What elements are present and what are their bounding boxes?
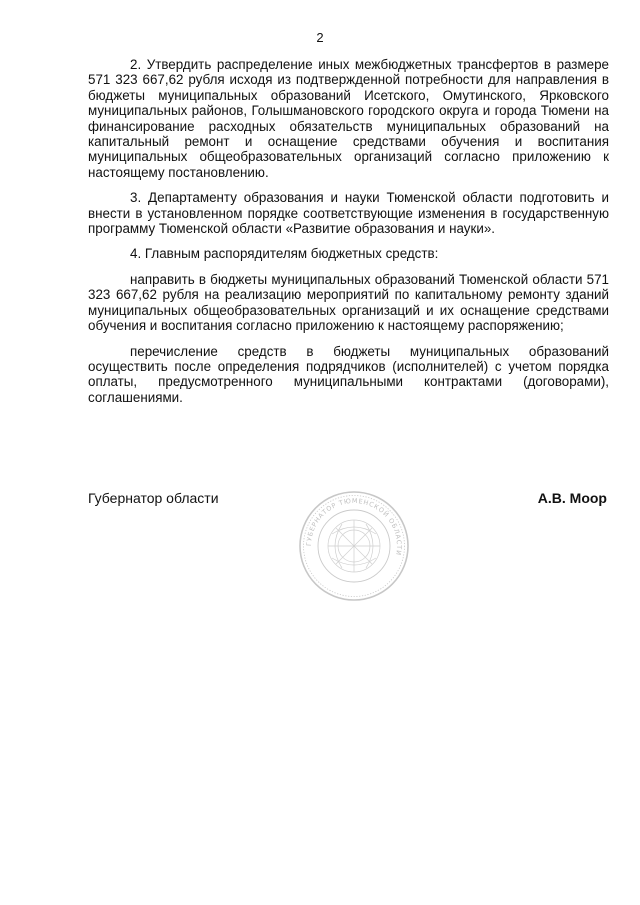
paragraph-2-distribution: 2. Утвердить распределение иных межбюджетных трансфертов в размере 571 323 667,62 рубля исходя из подтвержденной потребности для направления в бюджеты муниципальных образований Исетского, Омутинского, Ярковского муниципальных районов, Голышмановского городского округа и города Тюмени на финансирование расходных обязательств муниципальных образований на капитальный ремонт и оснащение средствами обучения и воспитания муниципальных общеобразовательных организаций согласно приложению к настоящему постановлению. <box>88 57 609 180</box>
seal-text: ГУБЕРНАТОР ТЮМЕНСКОЙ ОБЛАСТИ <box>304 496 404 557</box>
signatory-name: А.В. Моор <box>537 490 607 506</box>
paragraph-3-department: 3. Департаменту образования и науки Тюменской области подготовить и внести в установленном порядке соответствующие изменения в государственную программу Тюменской области «Развитие образования и науки». <box>88 190 609 237</box>
official-seal <box>298 490 410 602</box>
body-text <box>88 57 609 415</box>
paragraph-4-transfer-funds: перечисление средств в бюджеты муниципальных образований осуществить после определения подрядчиков (исполнителей) с учетом порядка оплаты, предусмотренного муниципальными контрактами (договорами), соглашениями. <box>88 343 609 405</box>
signature-position: Губернатор области <box>88 490 219 506</box>
paragraph-4-direct-funds: направить в бюджеты муниципальных образований Тюменской области 571 323 667,62 рубля на реализацию мероприятий по капитальному ремонту зданий муниципальных общеобразовательных организаций и их оснащение средствами обучения и воспитания согласно приложению к настоящему распоряжению; <box>88 271 609 334</box>
paragraph-4-heading: 4. Главным распорядителям бюджетных средств: <box>130 246 439 262</box>
page-number: 2 <box>316 30 324 45</box>
